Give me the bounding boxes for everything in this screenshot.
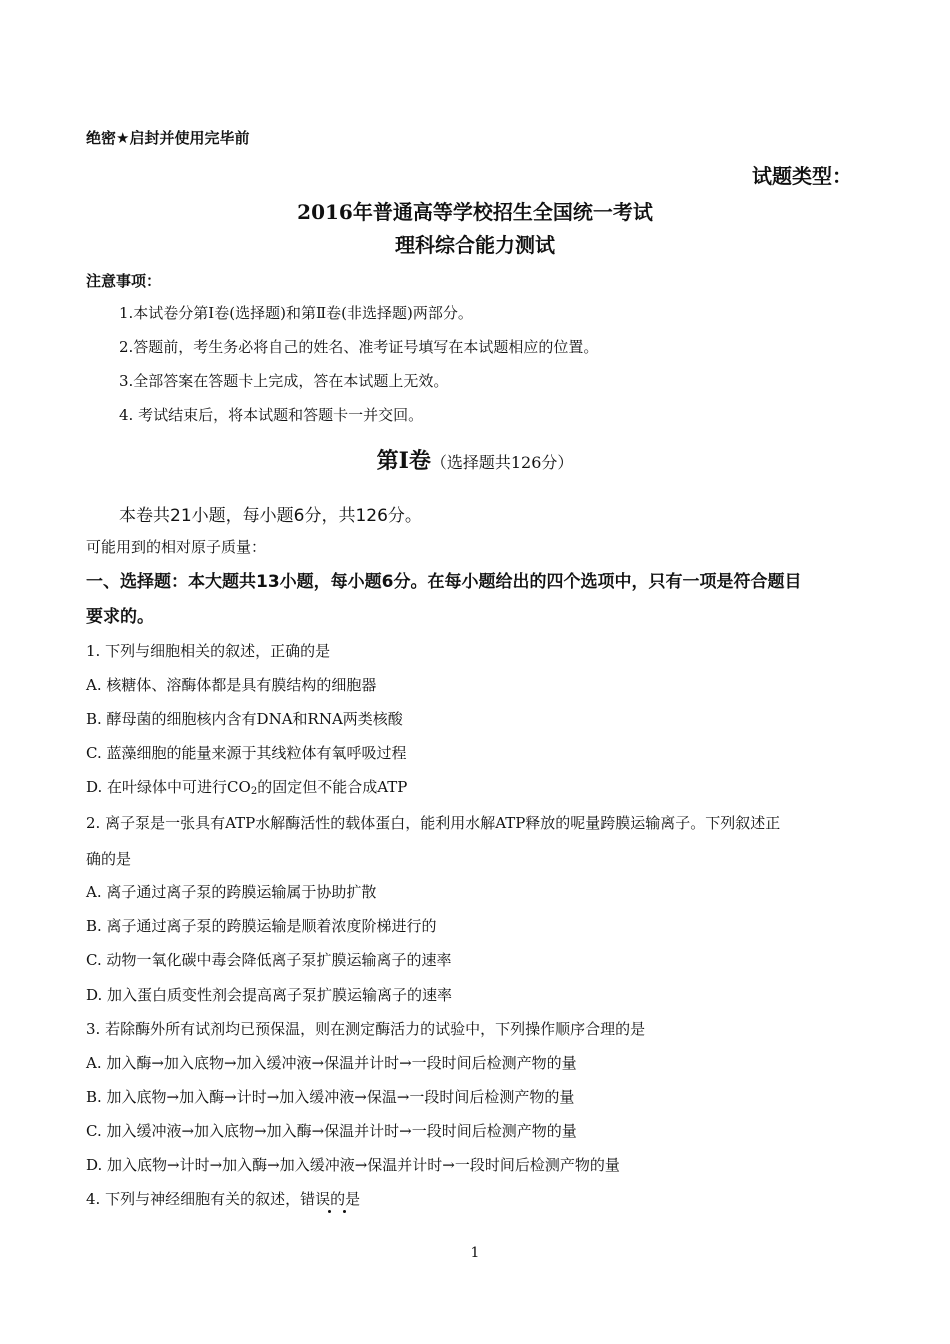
confidential-label: 绝密★启封并使用完毕前 (86, 129, 250, 147)
section-summary: 本卷共21小题，每小题6分，共126分。 (119, 506, 422, 526)
notice-item: 3.全部答案在答题卡上完成，答在本试题上无效。 (119, 372, 449, 390)
question-3-option-c: C. 加入缓冲液→加入底物→加入酶→保温并计时→一段时间后检测产物的量 (86, 1122, 577, 1140)
co2-subscript: 2 (250, 786, 258, 797)
question-2-stem: 2. 离子泵是一张具有ATP水解酶活性的载体蛋白，能利用水解ATP释放的呢量跨膜运输离子。下列叙述正 (86, 814, 781, 832)
question-2-option-d: D. 加入蛋白质变性剂会提高离子泵扩膜运输离子的速率 (86, 986, 453, 1004)
option-d-text: D. 在叶绿体中可进行CO (86, 778, 251, 796)
question-3-option-b: B. 加入底物→加入酶→计时→加入缓冲液→保温→一段时间后检测产物的量 (86, 1088, 575, 1106)
section-title: 第Ⅰ卷 (376, 448, 431, 474)
part-heading-continued: 要求的。 (86, 607, 154, 627)
notice-item: 2.答题前，考生务必将自己的姓名、准考证号填写在本试题相应的位置。 (119, 338, 599, 356)
section-heading (0, 444, 950, 475)
page-number: 1 (470, 1245, 480, 1261)
question-2-option-c: C. 动物一氧化碳中毒会降低离子泵扩膜运输离子的速率 (86, 951, 452, 969)
question-1-option-b: B. 酵母菌的细胞核内含有DNA和RNA两类核酸 (86, 710, 403, 728)
section-note: （选择题共126分） (430, 453, 574, 472)
question-3-stem: 3. 若除酶外所有试剂均已预保温，则在测定酶活力的试验中，下列操作顺序合理的是 (86, 1020, 646, 1038)
question-2-stem-continued: 确的是 (86, 850, 132, 868)
question-3-option-d: D. 加入底物→计时→加入酶→加入缓冲液→保温并计时→一段时间后检测产物的量 (86, 1156, 620, 1174)
question-1-option-d (86, 776, 407, 797)
question-1-stem: 1. 下列与细胞相关的叙述，正确的是 (86, 642, 331, 660)
notice-item: 4. 考试结束后，将本试题和答题卡一并交回。 (119, 406, 424, 424)
question-type-label: 试题类型： (752, 164, 852, 188)
emphasis-dot (343, 1210, 346, 1213)
question-1-option-c: C. 蓝藻细胞的能量来源于其线粒体有氧呼吸过程 (86, 744, 407, 762)
exam-subtitle: 理科综合能力测试 (395, 233, 555, 257)
notice-item: 1.本试卷分第Ⅰ卷(选择题)和第Ⅱ卷(非选择题)两部分。 (119, 304, 473, 322)
exam-title: 2016年普通高等学校招生全国统一考试 (297, 200, 653, 224)
atomic-mass-line: 可能用到的相对原子质量： (86, 538, 267, 556)
question-2-option-b: B. 离子通过离子泵的跨膜运输是顺着浓度阶梯进行的 (86, 917, 437, 935)
question-3-option-a: A. 加入酶→加入底物→加入缓冲液→保温并计时→一段时间后检测产物的量 (86, 1054, 577, 1072)
part-heading: 一、选择题：本大题共13小题，每小题6分。在每小题给出的四个选项中，只有一项是符合题目 (86, 572, 802, 592)
notice-heading: 注意事项： (86, 272, 162, 290)
question-2-option-a: A. 离子通过离子泵的跨膜运输属于协助扩散 (86, 883, 377, 901)
emphasis-dot (328, 1210, 331, 1213)
option-d-text-end: 的固定但不能合成ATP (257, 778, 408, 796)
question-4-stem: 4. 下列与神经细胞有关的叙述，错误的是 (86, 1190, 361, 1208)
question-1-option-a: A. 核糖体、溶酶体都是具有膜结构的细胞器 (86, 676, 377, 694)
